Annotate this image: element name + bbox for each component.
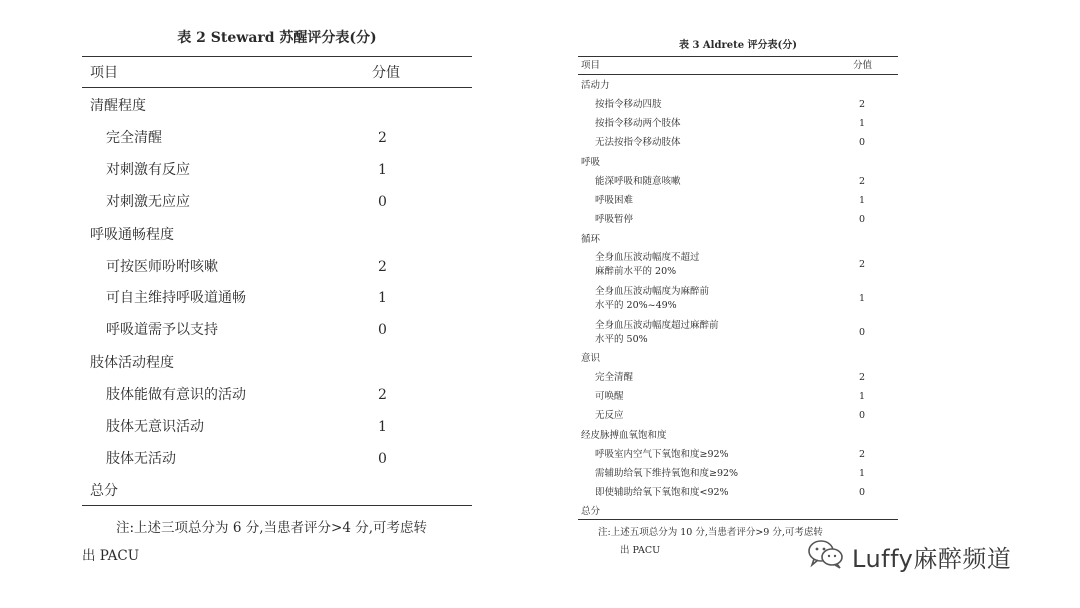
note-line: 出 PACU	[82, 548, 140, 564]
section-label: 经皮脉搏血氧饱和度	[581, 430, 667, 441]
table2-top-rule	[82, 56, 472, 57]
item-score: 0	[859, 327, 866, 338]
table2-row	[82, 126, 472, 150]
table3-header-rule	[578, 74, 898, 75]
item-score: 1	[859, 195, 866, 206]
table2-header-score: 分值	[372, 65, 400, 81]
item-score: 1	[859, 293, 866, 304]
item-label-line: 水平的 20%~49%	[595, 300, 677, 311]
item-label-line: 水平的 50%	[595, 334, 648, 345]
table3-bottom-rule	[578, 519, 898, 520]
item-label: 可自主维持呼吸道通畅	[106, 290, 246, 306]
table3-caption: 表 3 Aldrete 评分表(分)	[678, 40, 798, 51]
table2-row	[82, 447, 472, 471]
watermark-text: Luffy麻醉频道	[852, 544, 1012, 573]
item-score: 0	[859, 137, 866, 148]
item-score: 1	[859, 118, 866, 129]
total-label: 总分	[90, 483, 118, 499]
item-label: 呼吸室内空气下氧饱和度≥92%	[595, 449, 729, 460]
section-label: 呼吸通畅程度	[90, 227, 174, 243]
item-score: 2	[378, 130, 387, 146]
table2-row	[82, 318, 472, 342]
item-label: 肢体无活动	[106, 451, 176, 467]
table2-header-row	[82, 61, 472, 85]
item-label: 能深呼吸和随意咳嗽	[595, 176, 681, 187]
table2-row	[82, 415, 472, 439]
table2-row	[82, 286, 472, 310]
table2-row	[82, 158, 472, 182]
item-score: 1	[859, 468, 866, 479]
item-label: 呼吸困难	[595, 195, 634, 206]
section-label: 意识	[581, 353, 601, 364]
item-score: 1	[378, 290, 387, 306]
table2-total-row	[82, 479, 472, 503]
item-label: 无法按指令移动肢体	[595, 137, 681, 148]
item-label: 呼吸暂停	[595, 214, 634, 225]
steward-score-table	[82, 28, 472, 564]
item-label-line: 全身血压波动幅度超过麻醉前	[595, 320, 719, 331]
item-label: 肢体无意识活动	[106, 419, 204, 435]
table3-header-score: 分值	[853, 60, 873, 71]
item-label	[595, 251, 700, 279]
item-score: 0	[378, 194, 387, 210]
table2-header-item: 项目	[90, 65, 118, 81]
note-line: 注:上述三项总分为 6 分,当患者评分>4 分,可考虑转	[116, 520, 427, 536]
item-score: 2	[859, 449, 866, 460]
item-label: 即使辅助给氧下氧饱和度<92%	[595, 487, 729, 498]
item-score: 0	[859, 410, 866, 421]
item-label: 可按医师吩咐咳嗽	[106, 259, 218, 275]
item-score: 1	[378, 419, 387, 435]
table3-header-item: 项目	[581, 60, 601, 71]
item-score: 1	[859, 391, 866, 402]
item-score: 0	[378, 322, 387, 338]
table2-section-row	[82, 351, 472, 375]
wechat-logo-icon	[806, 538, 846, 574]
table3-row	[578, 251, 898, 279]
item-label: 呼吸道需予以支持	[106, 322, 218, 338]
item-label: 对刺激有反应	[106, 162, 190, 178]
table2-header-rule	[82, 87, 472, 88]
table2-row	[82, 383, 472, 407]
item-label-line: 全身血压波动幅度为麻醉前	[595, 286, 710, 297]
item-score: 0	[859, 214, 866, 225]
section-label: 肢体活动程度	[90, 355, 174, 371]
section-label: 循环	[581, 234, 601, 245]
item-score: 1	[378, 162, 387, 178]
item-label: 按指令移动两个肢体	[595, 118, 681, 129]
table2-row	[82, 255, 472, 279]
item-label: 肢体能做有意识的活动	[106, 387, 246, 403]
item-score: 0	[378, 451, 387, 467]
table2-bottom-rule	[82, 505, 472, 506]
table2-section-row	[82, 223, 472, 247]
item-label	[595, 285, 709, 313]
aldrete-score-table	[578, 38, 898, 556]
item-score: 0	[859, 487, 866, 498]
item-score: 2	[378, 259, 387, 275]
table3-top-rule	[578, 56, 898, 57]
table3-row	[578, 319, 898, 347]
table3-row	[578, 285, 898, 313]
table2-section-row	[82, 94, 472, 118]
item-score: 2	[859, 259, 866, 270]
item-label: 按指令移动四肢	[595, 99, 662, 110]
item-label-line: 全身血压波动幅度不超过	[595, 252, 700, 263]
item-label-line: 麻醉前水平的 20%	[595, 266, 677, 277]
item-label: 完全清醒	[595, 372, 634, 383]
total-label: 总分	[581, 506, 601, 517]
note-line: 出 PACU	[620, 545, 661, 556]
item-label: 完全清醒	[106, 130, 162, 146]
section-label: 清醒程度	[90, 98, 146, 114]
item-label: 需辅助给氧下维持氧饱和度≥92%	[595, 468, 739, 479]
table2-row	[82, 190, 472, 214]
item-label: 可唤醒	[595, 391, 624, 402]
table2-note	[82, 514, 472, 570]
table2-caption: 表 2 Steward 苏醒评分表(分)	[177, 30, 377, 46]
item-label: 对刺激无应应	[106, 194, 190, 210]
item-label: 无反应	[595, 410, 624, 421]
item-score: 2	[378, 387, 387, 403]
item-score: 2	[859, 176, 866, 187]
item-label	[595, 319, 719, 347]
note-line: 注:上述五项总分为 10 分,当患者评分>9 分,可考虑转	[598, 527, 823, 538]
watermark	[806, 538, 1011, 574]
section-label: 活动力	[581, 80, 610, 91]
item-score: 2	[859, 372, 866, 383]
section-label: 呼吸	[581, 157, 601, 168]
item-score: 2	[859, 99, 866, 110]
